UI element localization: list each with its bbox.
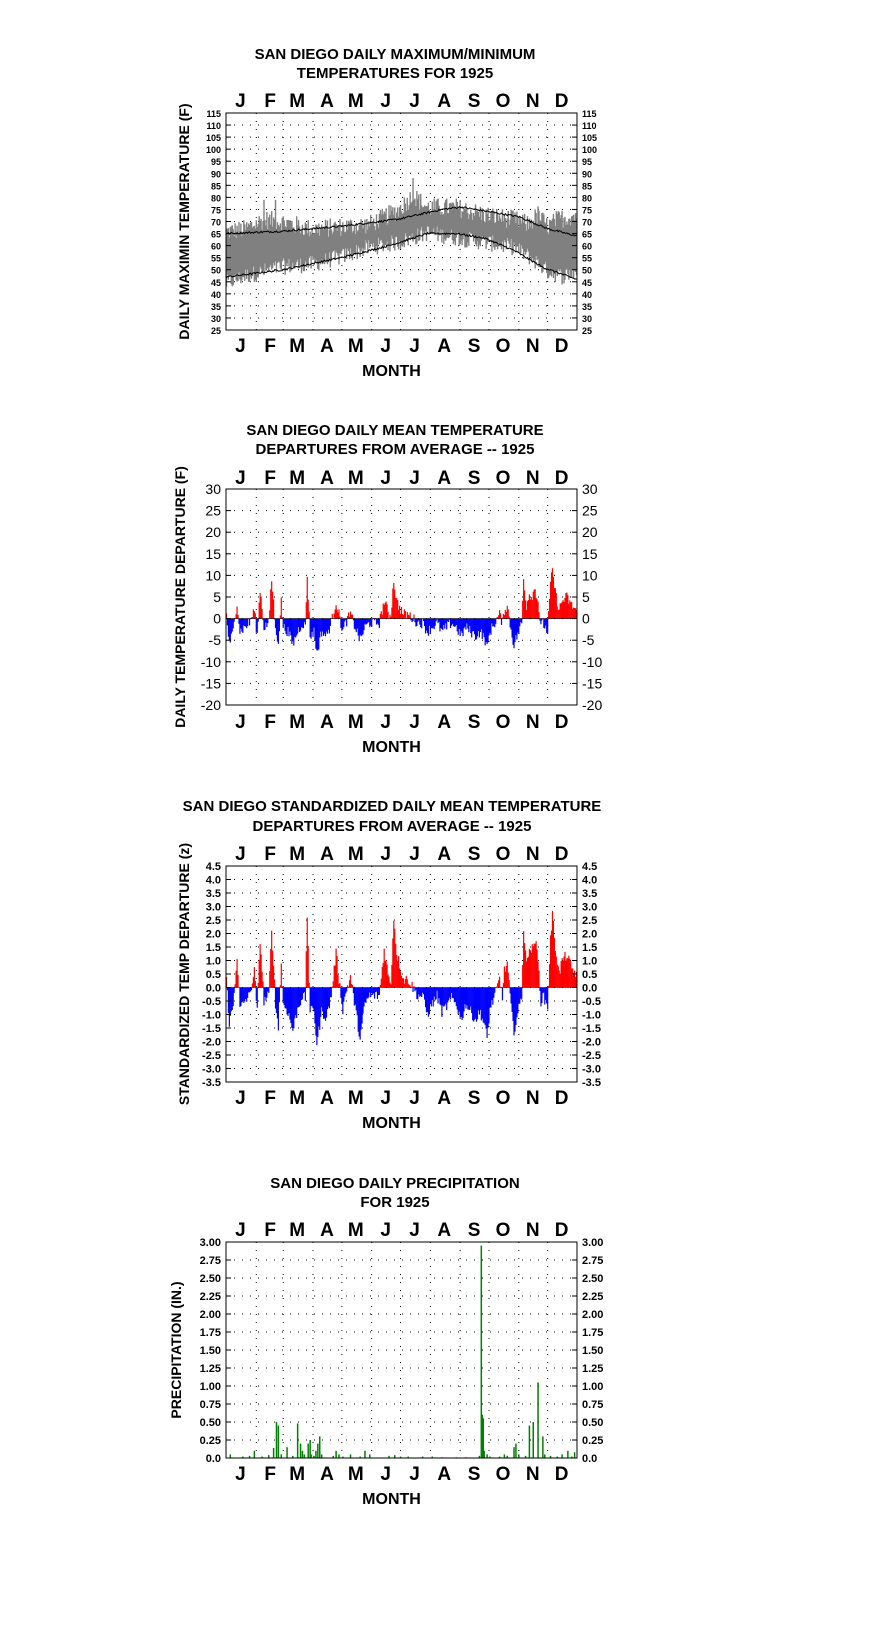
chart-panel-4 <box>168 1175 603 1508</box>
y-tick-label-right: 2.0 <box>582 928 598 941</box>
y-tick-label-left: 25 <box>205 502 221 519</box>
month-label-bottom: O <box>495 1464 511 1485</box>
month-label-top: A <box>320 91 334 112</box>
y-tick-label-right: 2.25 <box>582 1291 604 1303</box>
y-tick-label-left: 0.5 <box>205 969 221 981</box>
y-tick-label-left: -15 <box>200 675 221 692</box>
y-tick-label-right: 3.0 <box>582 901 598 914</box>
month-label-top: S <box>467 91 481 112</box>
month-label-bottom: M <box>347 712 364 733</box>
month-label-bottom: J <box>409 1464 420 1485</box>
y-tick-label-left: 1.50 <box>199 1345 221 1357</box>
y-axis-label: STANDARDIZED TEMP DEPARTURE (z) <box>176 842 192 1106</box>
month-label-bottom: J <box>380 1464 391 1485</box>
y-tick-label-left: 25 <box>210 326 221 336</box>
month-label-bottom: J <box>380 1088 391 1109</box>
chart-panel-1 <box>176 46 597 380</box>
y-tick-label-left: 10 <box>205 567 221 584</box>
y-tick-label-left: 2.00 <box>199 1309 221 1321</box>
y-tick-label-right: 1.5 <box>582 942 598 954</box>
month-label-top: A <box>437 844 452 865</box>
y-tick-label-right: 30 <box>582 481 598 497</box>
x-axis-label: MONTH <box>362 1115 421 1132</box>
y-tick-label-right: 3.00 <box>582 1237 604 1249</box>
y-tick-label-right: 0.0 <box>582 982 598 995</box>
y-tick-label-left: 60 <box>210 241 221 252</box>
y-tick-label-left: 105 <box>205 133 221 144</box>
chart-title-line: SAN DIEGO DAILY MAXIMUM/MINIMUM <box>254 46 536 63</box>
month-label-bottom: M <box>289 336 306 357</box>
month-label-bottom: O <box>495 336 511 357</box>
month-label-bottom: M <box>347 1464 364 1485</box>
month-label-bottom: S <box>467 1088 481 1109</box>
y-tick-label-left: 1.5 <box>205 942 221 954</box>
month-label-top: J <box>409 1220 420 1241</box>
month-label-top: J <box>380 844 391 865</box>
month-label-top: A <box>437 91 452 112</box>
y-tick-label-left: 15 <box>205 545 221 562</box>
y-tick-label-left: 0.50 <box>199 1417 221 1429</box>
y-tick-label-left: -10 <box>200 653 221 670</box>
y-tick-label-right: 80 <box>582 193 593 204</box>
y-tick-label-left: 85 <box>210 181 221 192</box>
y-tick-label-left: 0.0 <box>205 1453 221 1465</box>
y-tick-label-right: 0.0 <box>582 1453 598 1465</box>
y-tick-label-left: -20 <box>200 697 221 713</box>
y-tick-label-right: 30 <box>582 313 593 324</box>
month-label-bottom: A <box>320 336 334 357</box>
chart-panel-2 <box>172 422 602 756</box>
y-tick-label-left: 30 <box>205 481 221 497</box>
y-tick-label-right: 70 <box>582 217 593 228</box>
y-axis-label: DAILY MAXIMIN TEMPERATURE (F) <box>176 103 192 340</box>
y-tick-label-right: 4.0 <box>582 874 598 887</box>
y-axis-label: DAILY TEMPERATURE DEPARTURE (F) <box>172 466 188 728</box>
chart-title-line: DEPARTURES FROM AVERAGE -- 1925 <box>252 818 532 835</box>
month-label-top: F <box>264 468 277 489</box>
month-label-bottom: O <box>495 1088 511 1109</box>
y-tick-label-left: 2.25 <box>199 1291 221 1303</box>
chart-panel-3 <box>176 798 601 1132</box>
month-label-top: N <box>525 844 540 865</box>
y-tick-label-left: 5 <box>213 589 221 605</box>
month-label-bottom: A <box>320 1088 334 1109</box>
y-tick-label-right: -15 <box>582 675 603 692</box>
chart-title-line: TEMPERATURES FOR 1925 <box>296 65 494 82</box>
month-label-top: J <box>380 1220 391 1241</box>
y-tick-label-right: 5 <box>582 589 590 605</box>
y-tick-label-right: 45 <box>582 277 593 288</box>
y-tick-label-right: 1.25 <box>582 1363 604 1375</box>
y-tick-label-left: 70 <box>210 217 221 228</box>
y-tick-label-right: 0.50 <box>582 1417 604 1429</box>
y-tick-label-left: 3.0 <box>205 901 221 914</box>
y-tick-label-left: 110 <box>206 121 221 132</box>
month-label-top: M <box>289 844 306 865</box>
chart-title-line: SAN DIEGO STANDARDIZED DAILY MEAN TEMPERATURE <box>182 798 602 815</box>
month-label-top: F <box>264 91 277 112</box>
month-label-top: S <box>467 1220 481 1241</box>
y-tick-label-right: 55 <box>582 253 593 264</box>
month-label-bottom: S <box>467 1464 481 1485</box>
y-tick-label-right: 0 <box>582 610 590 627</box>
y-tick-label-right: 3.5 <box>582 888 598 900</box>
y-tick-label-right: -20 <box>582 697 603 713</box>
month-label-bottom: N <box>525 1088 540 1109</box>
y-tick-label-left: 115 <box>206 109 221 119</box>
y-tick-label-right: 1.0 <box>582 955 598 968</box>
y-tick-label-right: 10 <box>582 567 598 584</box>
month-label-bottom: M <box>289 1088 306 1109</box>
y-tick-label-left: -2.5 <box>202 1050 221 1062</box>
y-tick-label-right: 90 <box>582 169 593 180</box>
y-tick-label-left: 65 <box>210 229 221 240</box>
y-tick-label-right: 0.75 <box>582 1399 604 1411</box>
month-label-bottom: J <box>235 336 246 357</box>
y-tick-label-left: 4.5 <box>205 861 221 873</box>
y-tick-label-left: 90 <box>210 169 221 180</box>
month-label-bottom: S <box>467 712 481 733</box>
y-tick-label-left: 100 <box>205 145 221 156</box>
y-tick-label-left: -1.5 <box>202 1023 221 1035</box>
month-label-top: A <box>437 468 452 489</box>
month-label-top: D <box>554 1220 569 1241</box>
month-label-bottom: A <box>437 336 452 357</box>
chart-title-line: SAN DIEGO DAILY MEAN TEMPERATURE <box>246 422 544 439</box>
month-label-bottom: A <box>437 1088 452 1109</box>
y-tick-label-right: 2.00 <box>582 1309 604 1321</box>
y-tick-label-left: 40 <box>210 289 221 300</box>
y-tick-label-right: -10 <box>582 653 603 670</box>
month-label-bottom: A <box>320 1464 334 1485</box>
month-label-top: S <box>467 844 481 865</box>
y-tick-label-left: 2.75 <box>199 1255 221 1267</box>
month-label-top: D <box>554 468 569 489</box>
month-label-bottom: M <box>289 1464 306 1485</box>
y-tick-label-left: 0.75 <box>199 1399 221 1411</box>
month-label-top: J <box>235 91 246 112</box>
month-label-top: J <box>380 91 391 112</box>
month-label-top: M <box>347 844 364 865</box>
y-tick-label-right: 105 <box>582 133 598 144</box>
y-tick-label-right: 4.5 <box>582 861 598 873</box>
month-label-bottom: D <box>554 712 569 733</box>
month-label-top: N <box>525 91 540 112</box>
y-tick-label-left: 4.0 <box>205 874 221 887</box>
month-label-top: J <box>235 468 246 489</box>
y-tick-label-left: 1.75 <box>199 1327 221 1339</box>
y-tick-label-right: -2.0 <box>582 1036 601 1049</box>
month-label-bottom: A <box>437 712 452 733</box>
y-tick-label-left: 3.00 <box>199 1237 221 1249</box>
month-label-top: J <box>235 844 246 865</box>
month-label-top: M <box>347 468 364 489</box>
month-label-bottom: J <box>235 712 246 733</box>
month-label-bottom: D <box>554 336 569 357</box>
month-label-top: F <box>264 844 277 865</box>
y-tick-label-left: 2.5 <box>205 915 221 927</box>
y-tick-label-left: -2.0 <box>202 1036 221 1049</box>
month-label-top: J <box>380 468 391 489</box>
y-tick-label-right: 100 <box>582 145 598 156</box>
month-label-bottom: J <box>409 1088 420 1109</box>
y-tick-label-right: 1.50 <box>582 1345 604 1357</box>
month-label-top: M <box>289 468 306 489</box>
month-label-bottom: S <box>467 336 481 357</box>
month-label-top: A <box>320 1220 334 1241</box>
y-tick-label-right: 1.75 <box>582 1327 604 1339</box>
y-tick-label-right: -0.5 <box>582 996 601 1008</box>
y-tick-label-left: 45 <box>210 277 221 288</box>
y-tick-label-right: 95 <box>582 157 593 168</box>
month-label-top: J <box>409 91 420 112</box>
month-label-top: A <box>437 1220 452 1241</box>
month-label-bottom: J <box>409 336 420 357</box>
month-label-top: J <box>409 468 420 489</box>
y-tick-label-right: -2.5 <box>582 1050 601 1062</box>
month-label-bottom: J <box>235 1088 246 1109</box>
month-label-top: O <box>495 1220 511 1241</box>
month-label-top: D <box>554 91 569 112</box>
y-tick-label-right: 0.5 <box>582 969 598 981</box>
month-label-top: M <box>347 91 364 112</box>
y-tick-label-left: 50 <box>210 265 221 276</box>
month-label-top: O <box>495 844 511 865</box>
x-axis-label: MONTH <box>362 739 421 756</box>
y-tick-label-left: -3.5 <box>202 1077 221 1089</box>
month-label-bottom: J <box>380 336 391 357</box>
y-tick-label-left: 0 <box>213 610 221 627</box>
y-tick-label-right: 2.75 <box>582 1255 604 1267</box>
y-tick-label-left: 0.0 <box>205 982 221 995</box>
y-tick-label-right: 25 <box>582 502 598 519</box>
y-tick-label-right: 115 <box>582 109 597 119</box>
chart-title-line: FOR 1925 <box>360 1194 430 1211</box>
month-label-bottom: F <box>264 712 277 733</box>
y-tick-label-right: -5 <box>582 632 595 649</box>
month-label-top: A <box>320 468 334 489</box>
month-label-bottom: N <box>525 712 540 733</box>
y-tick-label-right: 1.00 <box>582 1381 604 1393</box>
month-label-bottom: J <box>409 712 420 733</box>
month-label-bottom: F <box>264 1088 277 1109</box>
y-tick-label-right: -3.0 <box>582 1063 601 1076</box>
y-tick-label-right: 2.50 <box>582 1273 604 1285</box>
month-label-top: J <box>235 1220 246 1241</box>
month-label-bottom: N <box>525 1464 540 1485</box>
month-label-bottom: J <box>235 1464 246 1485</box>
y-tick-label-right: -3.5 <box>582 1077 601 1089</box>
month-label-top: N <box>525 1220 540 1241</box>
y-tick-label-right: 60 <box>582 241 593 252</box>
month-label-top: N <box>525 468 540 489</box>
y-tick-label-left: -1.0 <box>202 1009 221 1022</box>
y-tick-label-right: -1.0 <box>582 1009 601 1022</box>
y-tick-label-left: 1.00 <box>199 1381 221 1393</box>
x-axis-label: MONTH <box>362 363 421 380</box>
y-tick-label-left: -0.5 <box>202 996 221 1008</box>
y-tick-label-left: -5 <box>208 632 221 649</box>
y-tick-label-left: 35 <box>210 301 221 312</box>
y-tick-label-left: 2.0 <box>205 928 221 941</box>
y-tick-label-left: 20 <box>205 524 221 541</box>
month-label-bottom: A <box>320 712 334 733</box>
month-label-top: M <box>289 91 306 112</box>
y-tick-label-left: -3.0 <box>202 1063 221 1076</box>
y-tick-label-right: 40 <box>582 289 593 300</box>
month-label-bottom: F <box>264 1464 277 1485</box>
y-tick-label-right: 2.5 <box>582 915 598 927</box>
y-tick-label-right: 65 <box>582 229 593 240</box>
y-axis-label: PRECIPITATION (IN.) <box>168 1281 184 1419</box>
month-label-top: O <box>495 468 511 489</box>
chart-title-line: DEPARTURES FROM AVERAGE -- 1925 <box>255 441 535 458</box>
y-tick-label-right: 0.25 <box>582 1435 604 1447</box>
y-tick-label-left: 2.50 <box>199 1273 221 1285</box>
month-label-bottom: N <box>525 336 540 357</box>
y-tick-label-left: 0.25 <box>199 1435 221 1447</box>
chart-title-line: SAN DIEGO DAILY PRECIPITATION <box>270 1175 520 1192</box>
month-label-bottom: M <box>347 336 364 357</box>
month-label-top: J <box>409 844 420 865</box>
month-label-top: F <box>264 1220 277 1241</box>
month-label-top: O <box>495 91 511 112</box>
month-label-top: M <box>347 1220 364 1241</box>
y-tick-label-right: 15 <box>582 545 598 562</box>
y-tick-label-right: -1.5 <box>582 1023 601 1035</box>
y-tick-label-left: 75 <box>210 205 221 216</box>
y-tick-label-right: 85 <box>582 181 593 192</box>
month-label-bottom: M <box>289 712 306 733</box>
month-label-bottom: O <box>495 712 511 733</box>
month-label-bottom: F <box>264 336 277 357</box>
month-label-bottom: A <box>437 1464 452 1485</box>
month-label-top: A <box>320 844 334 865</box>
y-tick-label-left: 3.5 <box>205 888 221 900</box>
month-label-bottom: D <box>554 1464 569 1485</box>
y-tick-label-right: 110 <box>582 121 597 132</box>
y-tick-label-left: 1.0 <box>205 955 221 968</box>
y-tick-label-right: 25 <box>582 326 593 336</box>
y-tick-label-right: 75 <box>582 205 593 216</box>
month-label-top: M <box>289 1220 306 1241</box>
month-label-bottom: M <box>347 1088 364 1109</box>
month-label-bottom: J <box>380 712 391 733</box>
y-tick-label-left: 80 <box>210 193 221 204</box>
y-tick-label-left: 1.25 <box>199 1363 221 1375</box>
y-tick-label-right: 50 <box>582 265 593 276</box>
month-label-bottom: D <box>554 1088 569 1109</box>
y-tick-label-right: 35 <box>582 301 593 312</box>
y-tick-label-left: 30 <box>210 313 221 324</box>
x-axis-label: MONTH <box>362 1491 421 1508</box>
y-tick-label-left: 95 <box>210 157 221 168</box>
y-tick-label-left: 55 <box>210 253 221 264</box>
y-tick-label-right: 20 <box>582 524 598 541</box>
month-label-top: S <box>467 468 481 489</box>
month-label-top: D <box>554 844 569 865</box>
